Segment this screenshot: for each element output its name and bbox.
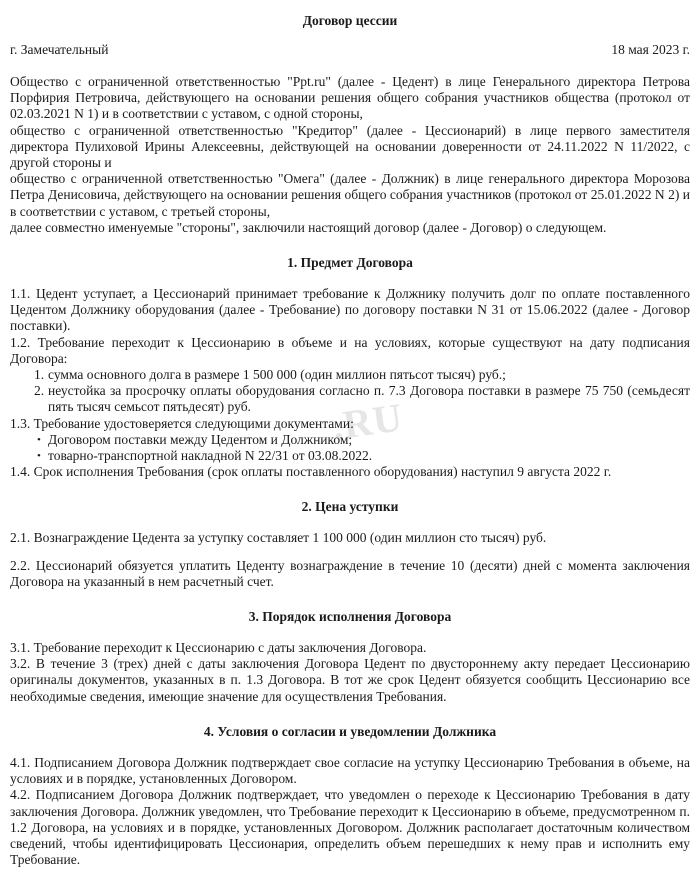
clause-1-2: 1.2. Требование переходит к Цессионарию в объеме и на условиях, которые существуют на дату подписания Договора: — [10, 334, 690, 366]
bullet-icon: • — [37, 433, 41, 446]
list-item — [10, 448, 690, 464]
preamble-paragraph-4: далее совместно именуемые "стороны", заключили настоящий договор (далее - Договор) о следующем. — [10, 219, 607, 235]
list-item-text: сумма основного долга в размере 1 500 000 (один миллион пятьсот тысяч) руб.; — [48, 367, 506, 383]
clause-1-3-bullet-list — [10, 432, 690, 464]
list-item-text: неустойка за просрочку оплаты оборудования согласно п. 7.3 Договора поставки в размере 75 750 (семьдесят пять тысяч семьсот пятьдесят) руб. — [48, 383, 690, 415]
site-watermark: .RU — [329, 394, 406, 449]
document-title: Договор цессии — [302, 13, 398, 28]
clause-3-2: 3.2. В течение 3 (трех) дней с даты заключения Договора Цедент по двустороннему акту передает Цессионарию оригиналы документов, указанных в п. 1.3 Договора. В тот же срок Цедент обязуется сообщить Цессионарию все необходимые сведения, имеющие значение для осуществления Требования. — [10, 656, 690, 704]
list-item-text: Договором поставки между Цедентом и Должником; — [48, 431, 353, 447]
clause-2-2: 2.2. Цессионарий обязуется уплатить Цеденту вознаграждение в течение 10 (десяти) дней с момента заключения Договора на указанный в нем расчетный счет. — [10, 557, 690, 589]
document-date: 18 мая 2023 г. — [611, 42, 690, 57]
section-heading-1: 1. Предмет Договора — [287, 255, 413, 271]
preamble-paragraph-3: общество с ограниченной ответственностью "Омега" (далее - Должник) в лице генерального директора Морозова Петра Денисовича, действующего на основании решения общего собрания участников (протокол от 25.01.2022 N 2) и в соответствии с уставом, с третьей стороны, — [10, 171, 690, 219]
clause-2-1: 2.1. Вознаграждение Цедента за уступку составляет 1 100 000 (один миллион сто тысяч) руб. — [10, 530, 547, 546]
preamble-paragraph-1: Общество с ограниченной ответственностью "Ppt.ru" (далее - Цедент) в лице Генерального директора Петрова Порфирия Петровича, действующего на основании решения общего собрания участников общества (протокол от 02.03.2021 N 1) и в соответствии с уставом, с одной стороны, — [10, 74, 690, 122]
document-body — [10, 12, 690, 868]
section-heading-4: 4. Условия о согласии и уведомлении Должника — [203, 723, 497, 739]
clause-4-2: 4.2. Подписанием Договора Должник подтверждает, что уведомлен о переходе к Цессионарию Требования в дату заключения Договора. Должник уведомлен, что Требование переходит к Цессионарию в объеме, предусмотренном п. 1.2 Договора, на условиях и в порядке, установленных Договором. Должник располагает достаточным количеством сведений, чтобы идентифицировать Цессионария, определить объем перешедших к нему прав и исполнить ему Требование. — [10, 787, 690, 868]
clause-3-1: 3.1. Требование переходит к Цессионарию с даты заключения Договора. — [10, 640, 427, 656]
clause-4-1: 4.1. Подписанием Договора Должник подтверждает свое согласие на уступку Цессионарию Требования в объеме, на условиях и в порядке, установленных Договором. — [10, 754, 690, 787]
clause-1-1: 1.1. Цедент уступает, а Цессионарий принимает требование к Должнику получить долг по оплате поставленного Цедентом Должнику оборудования (далее - Требование) по договору поставки N 31 от 15.06.2022 (далее - Договор поставки). — [10, 286, 690, 334]
list-item — [10, 367, 690, 383]
clause-1-3: 1.3. Требование удостоверяется следующими документами: — [10, 415, 354, 431]
section-heading-3: 3. Порядок исполнения Договора — [248, 609, 452, 625]
list-item-text: товарно-транспортной накладной N 22/31 от 03.08.2022. — [48, 448, 373, 464]
clause-1-2-numbered-list — [10, 367, 690, 416]
list-item — [10, 383, 690, 415]
clause-1-4: 1.4. Срок исполнения Требования (срок оплаты поставленного оборудования) наступил 9 августа 2022 г. — [10, 464, 612, 480]
list-marker: 1. — [34, 367, 45, 383]
document-meta-row — [10, 41, 690, 58]
preamble-paragraph-2: общество с ограниченной ответственностью "Кредитор" (далее - Цессионарий) в лице первого заместителя директора Пулиховой Ирины Алексеевны, действующей на основании доверенности от 24.11.2022 N 11/2022, с другой стороны и — [10, 122, 690, 171]
list-marker: 2. — [34, 383, 45, 399]
section-heading-2: 2. Цена уступки — [301, 499, 399, 515]
bullet-icon: • — [37, 450, 41, 463]
list-item — [10, 432, 690, 448]
preamble-block — [10, 74, 690, 236]
document-place: г. Замечательный — [10, 42, 109, 57]
